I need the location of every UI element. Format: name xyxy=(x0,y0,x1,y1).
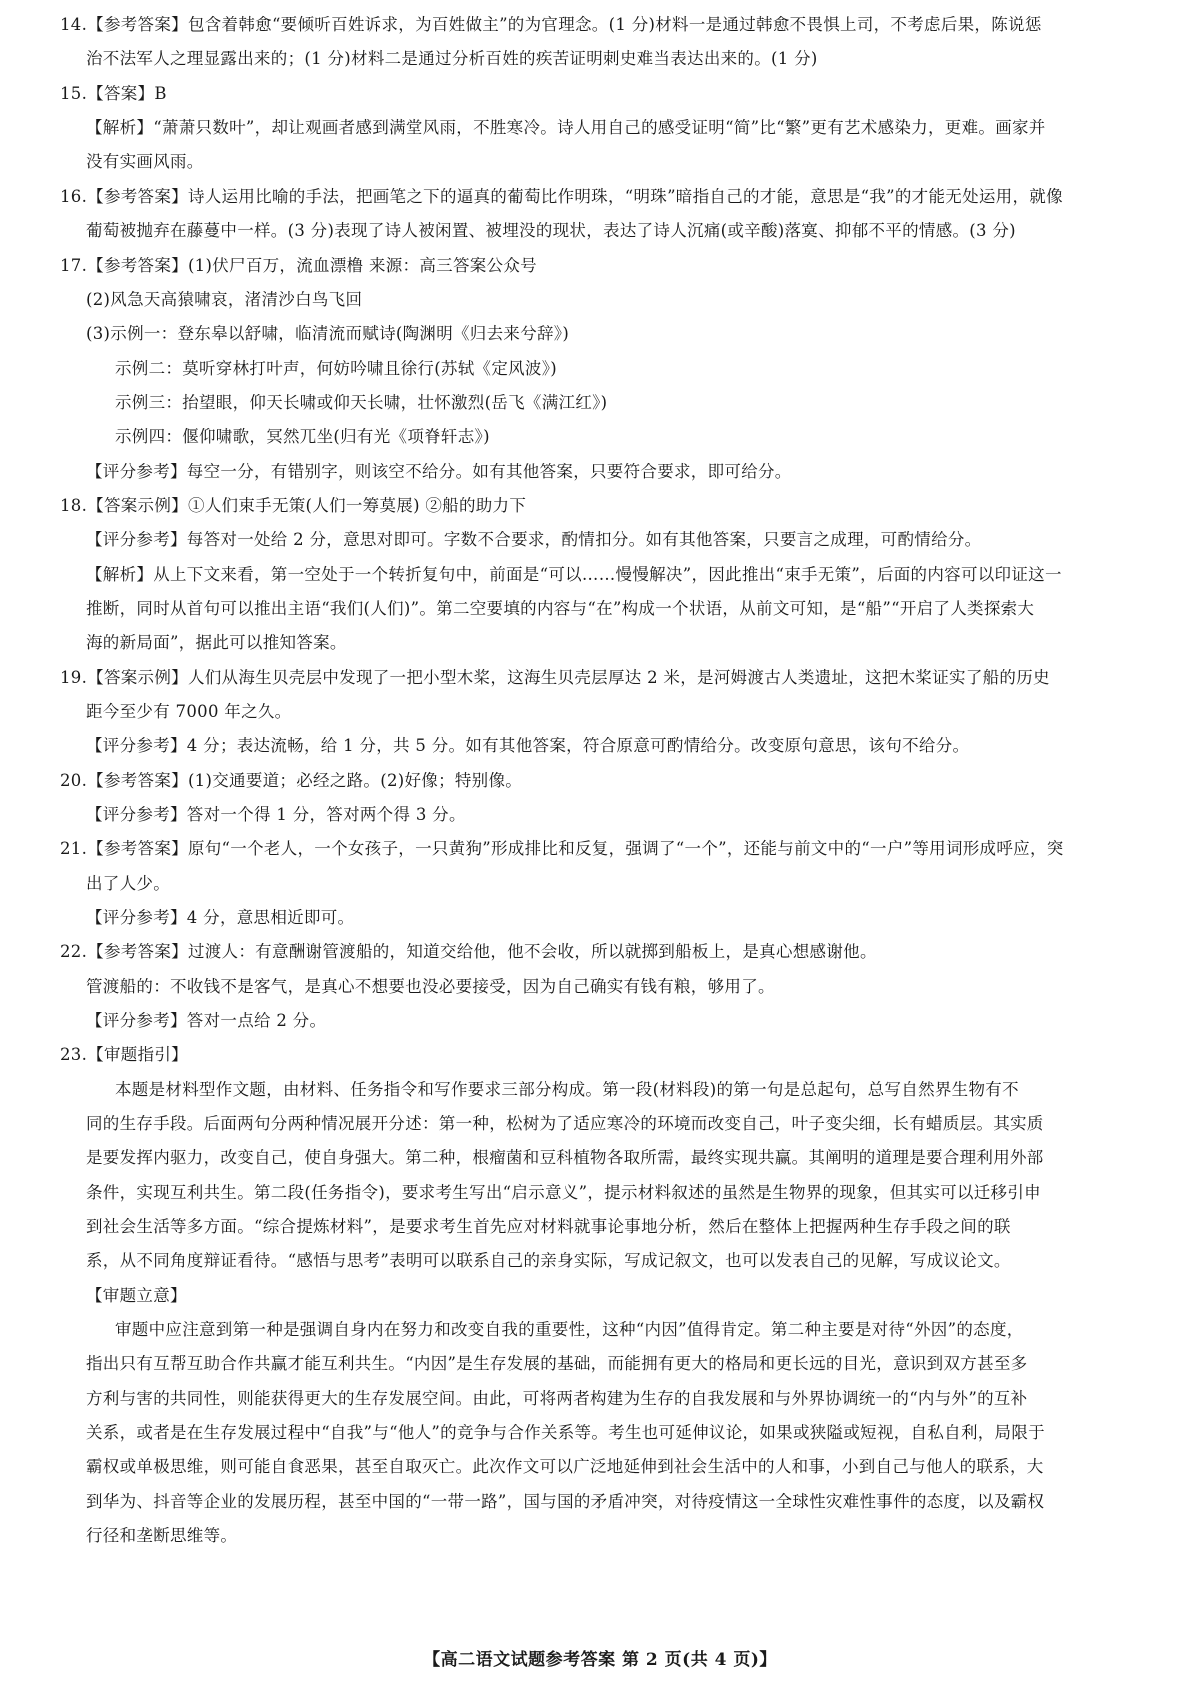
answer-22-line-3: 【评分参考】答对一点给 2 分。 xyxy=(86,1011,327,1030)
answer-23-heading: 23.【审题指引】 xyxy=(60,1045,188,1064)
answer-23-p2-line-7: 行径和垄断思维等。 xyxy=(86,1526,238,1545)
answer-19-line-3: 【评分参考】4 分；表达流畅，给 1 分，共 5 分。如有其他答案，符合原意可酌情给分。改变原句意思，该句不给分。 xyxy=(86,736,970,755)
answer-18-line-4: 推断，同时从首句可以推出主语“我们(人们)”。第二空要填的内容与“在”构成一个状语，从前文可知，是“船”“开启了人类探索大 xyxy=(86,599,1035,618)
answer-15-line-2: 【解析】“萧萧只数叶”，却让观画者感到满堂风雨，不胜寒冷。诗人用自己的感受证明“简”比“繁”更有艺术感染力，更难。画家并 xyxy=(86,118,1046,137)
answer-23-p2-line-5: 霸权或单极思维，则可能自食恶果，甚至自取灭亡。此次作文可以广泛地延伸到社会生活中的人和事，小到自己与他人的联系，大 xyxy=(86,1457,1044,1476)
answer-17-line-2: (2)风急天高猿啸哀，渚清沙白鸟飞回 xyxy=(86,290,363,309)
answer-17-line-7: 【评分参考】每空一分，有错别字，则该空不给分。如有其他答案，只要符合要求，即可给分。 xyxy=(86,462,792,481)
answer-23-p1-line-1: 本题是材料型作文题，由材料、任务指令和写作要求三部分构成。第一段(材料段)的第一句是总起句，总写自然界生物有不 xyxy=(115,1080,1019,1099)
answer-23-subheading: 【审题立意】 xyxy=(86,1286,187,1305)
answer-18-line-3: 【解析】从上下文来看，第一空处于一个转折复句中，前面是“可以……慢慢解决”，因此推出“束手无策”，后面的内容可以印证这一 xyxy=(86,565,1062,584)
answer-17-line-4: 示例二：莫听穿林打叶声，何妨吟啸且徐行(苏轼《定风波》) xyxy=(115,359,558,378)
answer-21-line-3: 【评分参考】4 分，意思相近即可。 xyxy=(86,908,355,927)
answer-18-line-5: 海的新局面”，据此可以推知答案。 xyxy=(86,633,347,652)
answer-23-p1-line-3: 是要发挥内驱力，改变自己，使自身强大。第二种，根瘤菌和豆科植物各取所需，最终实现共赢。其阐明的道理是要合理利用外部 xyxy=(86,1148,1044,1167)
answer-16-line-2: 葡萄被抛弃在藤蔓中一样。(3 分)表现了诗人被闲置、被埋没的现状，表达了诗人沉痛(或辛酸)落寞、抑郁不平的情感。(3 分) xyxy=(86,221,1016,240)
answer-18-line-2: 【评分参考】每答对一处给 2 分，意思对即可。字数不合要求，酌情扣分。如有其他答案，只要言之成理，可酌情给分。 xyxy=(86,530,982,549)
answer-22-line-1: 22.【参考答案】过渡人：有意酬谢管渡船的，知道交给他，他不会收，所以就掷到船板上，是真心想感谢他。 xyxy=(60,942,877,961)
answer-20-line-1: 20.【参考答案】(1)交通要道；必经之路。(2)好像；特别像。 xyxy=(60,771,523,790)
answer-23-p1-line-4: 条件，实现互利共生。第二段(任务指令)，要求考生写出“启示意义”，提示材料叙述的虽然是生物界的现象，但其实可以迁移引申 xyxy=(86,1183,1041,1202)
answer-15-line-1: 15.【答案】B xyxy=(60,84,167,103)
answer-14-line-2: 治不法军人之理显露出来的；(1 分)材料二是通过分析百姓的疾苦证明刺史难当表达出来的。(1 分) xyxy=(86,49,818,68)
page-footer: 【高二语文试题参考答案 第 2 页(共 4 页)】 xyxy=(423,1650,777,1670)
answer-23-p2-line-1: 审题中应注意到第一种是强调自身内在努力和改变自我的重要性，这种“内因”值得肯定。第二种主要是对待“外因”的态度， xyxy=(115,1320,1024,1339)
answer-18-line-1: 18.【答案示例】①人们束手无策(人们一筹莫展) ②船的助力下 xyxy=(60,496,527,515)
answer-19-line-1: 19.【答案示例】人们从海生贝壳层中发现了一把小型木桨，这海生贝壳层厚达 2 米，是河姆渡古人类遗址，这把木桨证实了船的历史 xyxy=(60,668,1050,687)
answer-23-p2-line-6: 到华为、抖音等企业的发展历程，甚至中国的“一带一路”，国与国的矛盾冲突，对待疫情这一全球性灾难性事件的态度，以及霸权 xyxy=(86,1492,1045,1511)
answer-23-p1-line-6: 系，从不同角度辩证看待。“感悟与思考”表明可以联系自己的亲身实际，写成记叙文，也可以发表自己的见解，写成议论文。 xyxy=(86,1251,1011,1270)
answer-21-line-1: 21.【参考答案】原句“一个老人，一个女孩子，一只黄狗”形成排比和反复，强调了“一个”，还能与前文中的“一户”等用词形成呼应，突 xyxy=(60,839,1064,858)
answer-16-line-1: 16.【参考答案】诗人运用比喻的手法，把画笔之下的逼真的葡萄比作明珠，“明珠”暗指自己的才能，意思是“我”的才能无处运用，就像 xyxy=(60,187,1063,206)
answer-17-line-6: 示例四：偃仰啸歌，冥然兀坐(归有光《项脊轩志》) xyxy=(115,427,490,446)
answer-23-p1-line-5: 到社会生活等多方面。“综合提炼材料”，是要求考生首先应对材料就事论事地分析，然后在整体上把握两种生存手段之间的联 xyxy=(86,1217,1011,1236)
answer-17-line-3: (3)示例一：登东皋以舒啸，临清流而赋诗(陶渊明《归去来兮辞》) xyxy=(86,324,570,343)
answer-22-line-2: 管渡船的：不收钱不是客气，是真心不想要也没必要接受，因为自己确实有钱有粮，够用了。 xyxy=(86,977,775,996)
answer-23-p2-line-2: 指出只有互帮互助合作共赢才能互利共生。“内因”是生存发展的基础，而能拥有更大的格局和更长远的目光，意识到双方甚至多 xyxy=(86,1354,1028,1373)
answer-19-line-2: 距今至少有 7000 年之久。 xyxy=(86,702,292,721)
answer-23-p2-line-4: 关系，或者是在生存发展过程中“自我”与“他人”的竞争与合作关系等。考生也可延伸议论，如果或狭隘或短视，自私自利，局限于 xyxy=(86,1423,1045,1442)
answer-21-line-2: 出了人少。 xyxy=(86,874,170,893)
answer-23-p2-line-3: 方利与害的共同性，则能获得更大的生存发展空间。由此，可将两者构建为生存的自我发展和与外界协调统一的“内与外”的互补 xyxy=(86,1389,1028,1408)
answer-15-line-3: 没有实画风雨。 xyxy=(86,152,204,171)
answer-14-line-1: 14.【参考答案】包含着韩愈“要倾听百姓诉求，为百姓做主”的为官理念。(1 分)材料一是通过韩愈不畏惧上司，不考虑后果，陈说惩 xyxy=(60,15,1042,34)
answer-17-line-5: 示例三：抬望眼，仰天长啸或仰天长啸，壮怀激烈(岳飞《满江红》) xyxy=(115,393,608,412)
answer-23-p1-line-2: 同的生存手段。后面两句分两种情况展开分述：第一种，松树为了适应寒冷的环境而改变自己，叶子变尖细，长有蜡质层。其实质 xyxy=(86,1114,1044,1133)
answer-20-line-2: 【评分参考】答对一个得 1 分，答对两个得 3 分。 xyxy=(86,805,466,824)
answer-17-line-1: 17.【参考答案】(1)伏尸百万，流血漂橹 来源：高三答案公众号 xyxy=(60,256,537,275)
